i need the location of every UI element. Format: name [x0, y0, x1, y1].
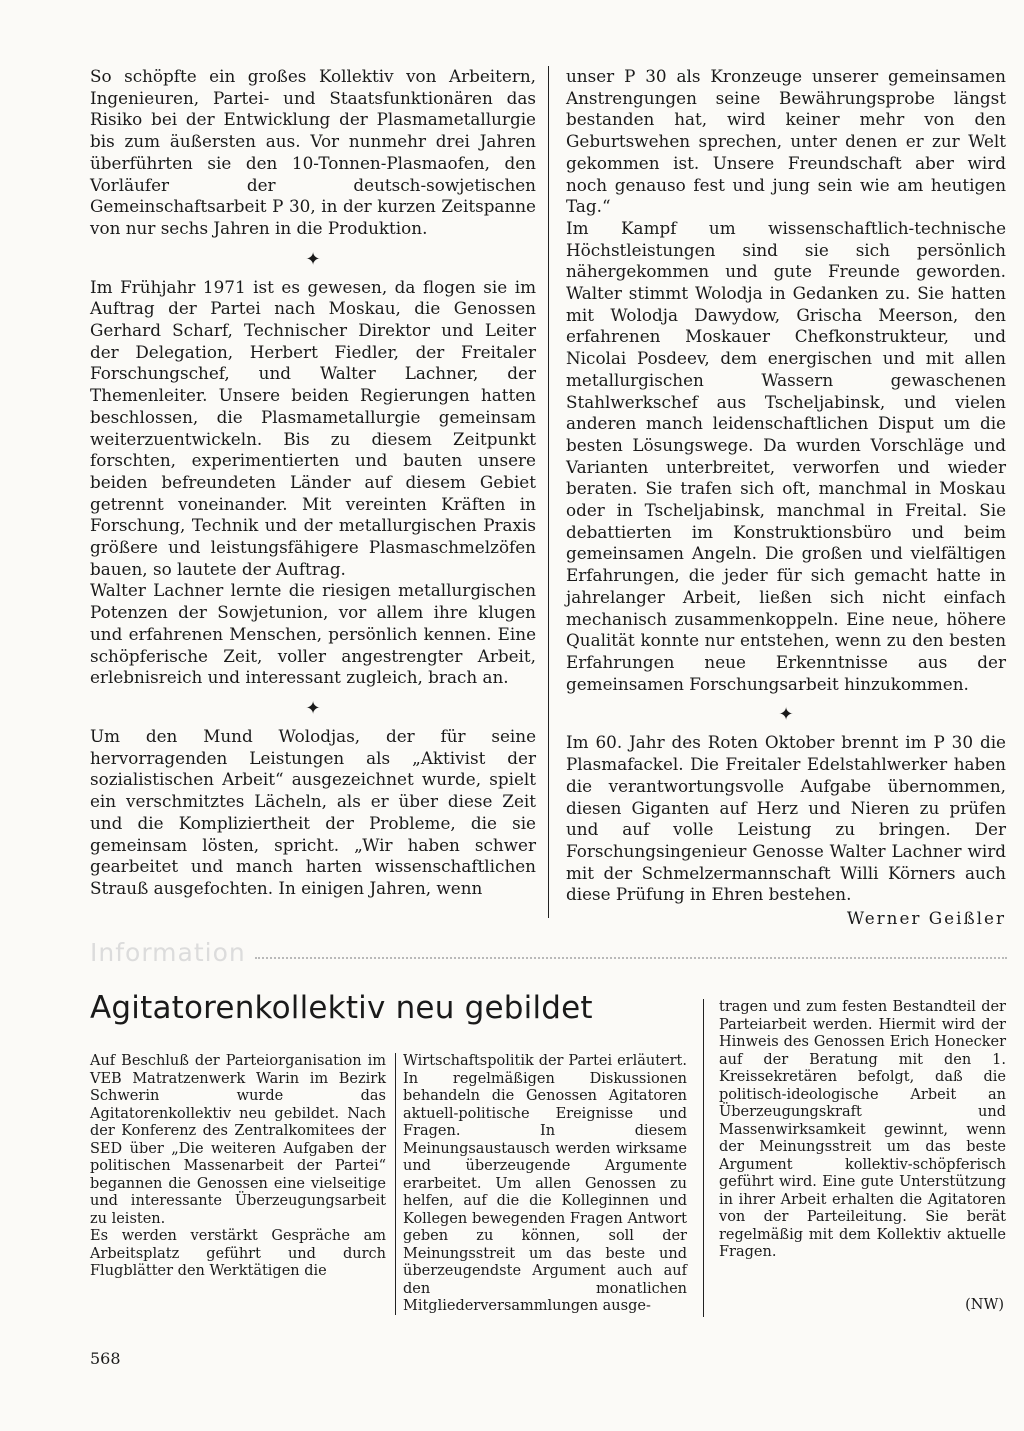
column-divider — [548, 66, 549, 918]
column-divider — [395, 1053, 396, 1315]
paragraph: Wirtschaftspolitik der Partei erläutert. In regelmäßigen Diskussionen behandeln die Genossen Agitatoren aktuell-politische Ereignisse und Fragen. In diesem Meinungsaustausch werden wirksame und überzeugende Argumente erarbeitet. Um allen Genossen zu helfen, auf die die Kolleginnen und Kollegen bewegenden Fragen Antwort geben zu können, soll der Meinungsstreit um das beste und überzeugendste Argument auch auf den monatlichen Mitgliederversammlungen ausge- — [403, 1053, 687, 1314]
paragraph: Es werden verstärkt Gespräche am Arbeitsplatz geführt und durch Flugblätter den Werktätigen die — [90, 1228, 386, 1279]
page-number: 568 — [90, 1349, 121, 1368]
article-right-column — [566, 66, 1006, 930]
paragraph: Auf Beschluß der Parteiorganisation im VEB Matratzenwerk Warin im Bezirk Schwerin wurde das Agitatorenkollektiv neu gebildet. Nach der Konferenz des Zentralkomitees der SED über „Die weiteren Aufgaben der politischen Massenarbeit der Partei“ begannen die Genossen eine vielseitige und interessante Überzeugungsarbeit zu leisten. — [90, 1053, 386, 1227]
news-column-2 — [403, 1053, 687, 1316]
news-column-1 — [90, 1053, 386, 1281]
paragraph: tragen und zum festen Bestandteil der Parteiarbeit werden. Hiermit wird der Hinweis des Genossen Erich Honecker auf der Beratung mit den 1. Kreissekretären befolgt, daß die politisch-ideologische Arbeit an Überzeugungskraft und Massenwirksamkeit gewinnt, wenn der Meinungsstreit um das beste Argument kollektiv-schöpferisch geführt wird. Eine gute Unterstützung in ihrer Arbeit erhalten die Agitatoren von der Parteileitung. Sie berät regelmäßig mit dem Kollektiv aktuelle Fragen. — [719, 999, 1006, 1260]
information-section-label: Information — [90, 938, 246, 967]
paragraph: Im Frühjahr 1971 ist es gewesen, da flogen sie im Auftrag der Partei nach Moskau, die Genossen Gerhard Scharf, Technischer Direktor und Leiter der Delegation, Herbert Fiedler, der Freitaler Forschungschef, und Walter Lachner, der Themenleiter. Unsere beiden Regierungen hatten beschlossen, die Plasmametallurgie gemeinsam weiterzuentwickeln. Bis zu diesem Zeitpunkt forschten, experimentierten und bauten unsere beiden befreundeten Länder auf diesem Gebiet getrennt voneinander. Mit vereinten Kräften in Forschung, Technik und der metallurgischen Praxis größere und leistungsfähigere Plasmaschmelzöfen bauen, so lautete der Auftrag. — [90, 276, 536, 579]
source-tag: (NW) — [965, 1297, 1004, 1313]
paragraph: So schöpfte ein großes Kollektiv von Arbeitern, Ingenieuren, Partei- und Staatsfunktionären das Risiko bei der Entwicklung der Plasmametallurgie bis zum äußersten aus. Vor nunmehr drei Jahren überführten sie den 10-Tonnen-Plasmaofen, den Vorläufer der deutsch-sowjetischen Gemeinschaftsarbeit P 30, in der kurzen Zeitspanne von nur sechs Jahren in die Produktion. — [90, 66, 536, 238]
paragraph: Walter Lachner lernte die riesigen metallurgischen Potenzen der Sowjetunion, vor allem ihre klugen und erfahrenen Menschen, persönlich kennen. Eine schöpferische Zeit, voller angestrengter Arbeit, erlebnisreich und interessant zugleich, brach an. — [90, 580, 536, 688]
section-dotted-rule — [255, 957, 1007, 959]
ornament-star-icon: ✦ — [305, 697, 321, 719]
author-signature: Werner Geißler — [846, 908, 1006, 929]
paragraph: unser P 30 als Kronzeuge unserer gemeinsamen Anstrengungen seine Bewährungsprobe längst bestanden hat, wird keiner mehr von den Geburtswehen sprechen, unter denen er zur Welt gekommen ist. Unsere Freundschaft aber wird noch genauso fest und jung sein wie am heutigen Tag.“ — [566, 66, 1006, 217]
article-left-column — [90, 66, 536, 900]
article-headline: Agitatorenkollektiv neu gebildet — [90, 990, 593, 1026]
column-divider — [703, 999, 704, 1317]
paragraph: Um den Mund Wolodjas, der für seine hervorragenden Leistungen als „Aktivist der sozialistischen Arbeit“ ausgezeichnet wurde, spielt ein verschmitztes Lächeln, als er über diese Zeit und die Kompliziertheit der Probleme, die sie gemeinsam lösten, spricht. „Wir haben schwer gearbeitet und manch harten wissenschaftlichen Strauß ausgefochten. In einigen Jahren, wenn — [90, 725, 536, 898]
news-column-3 — [719, 999, 1006, 1262]
ornament-star-icon: ✦ — [778, 704, 794, 726]
ornament-star-icon: ✦ — [305, 248, 321, 270]
paragraph: Im 60. Jahr des Roten Oktober brennt im P 30 die Plasmafackel. Die Freitaler Edelstahlwerker haben die verantwortungsvolle Aufgabe übernommen, diesen Giganten auf Herz und Nieren zu prüfen und auf volle Leistung zu bringen. Der Forschungsingenieur Genosse Walter Lachner wird mit der Schmelzermannschaft Willi Körners auch diese Prüfung in Ehren bestehen. — [566, 732, 1006, 905]
paragraph: Im Kampf um wissenschaftlich-technische Höchstleistungen sind sie sich persönlich nähergekommen und gute Freunde geworden. Walter stimmt Wolodja in Gedanken zu. Sie hatten mit Wolodja Dawydow, Grischa Meerson, den erfahrenen Moskauer Chefkonstrukteur, und Nicolai Posdeev, dem energischen und mit allen metallurgischen Wassern gewaschenen Stahlwerkschef aus Tscheljabinsk, und vielen anderen manch leidenschaftlichen Disput um die besten Lösungswege. Da wurden Vorschläge und Varianten unterbreitet, verworfen und wieder beraten. Sie trafen sich oft, manchmal in Moskau oder in Tscheljabinsk, manchmal in Freital. Sie debattierten im Konstruktionsbüro und beim gemeinsamen Angeln. Die großen und vielfältigen Erfahrungen, die jeder für sich gemacht hatte in jahrelanger Arbeit, ließen sich nicht einfach mechanisch zusammenkoppeln. Eine neue, höhere Qualität konnte nur entstehen, wenn zu den besten Erfahrungen neue Erkenntnisse aus der gemeinsamen Forschungsarbeit hinzukommen. — [566, 217, 1006, 694]
